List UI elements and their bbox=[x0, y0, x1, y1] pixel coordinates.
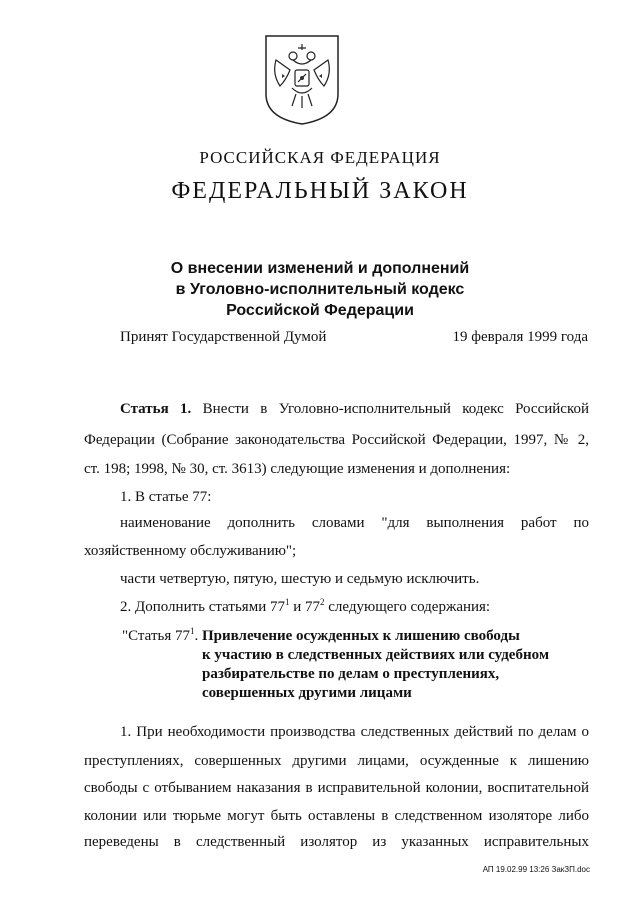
item-1-b: части четвертую, пятую, шестую и седьмую исключить. bbox=[120, 571, 480, 587]
article-1-label: Статья 1. bbox=[120, 401, 192, 417]
article-heading-text: разбирательстве по делам о преступлениях, bbox=[202, 666, 500, 682]
paragraph-line: свободы с отбыванием наказания в исправительной колонии, воспитательной bbox=[84, 780, 589, 796]
item-2-text: 2. Дополнить статьями 77 bbox=[120, 599, 285, 615]
article-1-first-line bbox=[120, 401, 589, 418]
adopted-by: Принят Государственной Думой bbox=[120, 329, 327, 345]
superscript: 1 bbox=[189, 626, 195, 636]
article-1-line: Федерации (Собрание законодательства Российской Федерации, 1997, № 2, bbox=[84, 432, 589, 448]
paragraph-line: 1. При необходимости производства следственных действий по делам о bbox=[120, 724, 589, 740]
superscript: 1 bbox=[284, 597, 290, 607]
law-title-line: Российской Федерации bbox=[226, 302, 414, 319]
paragraph-line: преступлениях, совершенных другими лицами, осужденные к лишению bbox=[84, 753, 589, 769]
law-type-heading: ФЕДЕРАЛЬНЫЙ ЗАКОН bbox=[171, 178, 469, 204]
law-title-line: О внесении изменений и дополнений bbox=[170, 260, 470, 277]
law-title-line: в Уголовно-исполнительный кодекс bbox=[175, 281, 465, 298]
article-77-1-heading bbox=[122, 622, 549, 703]
item-2 bbox=[120, 597, 625, 616]
item-1-a-line: наименование дополнить словами "для выполнения работ по bbox=[120, 515, 589, 531]
article-1-line: ст. 198; 1998, № 30, ст. 3613) следующие изменения и дополнения: bbox=[84, 461, 511, 477]
article-prefix: "Статья 77 bbox=[122, 628, 190, 644]
superscript: 2 bbox=[320, 597, 325, 607]
country-heading: РОССИЙСКАЯ ФЕДЕРАЦИЯ bbox=[199, 148, 441, 167]
item-2-text: следующего содержания: bbox=[324, 599, 491, 615]
article-heading-text: Привлечение осужденных к лишению свободы bbox=[201, 628, 520, 644]
item-1: 1. В статье 77: bbox=[120, 489, 212, 505]
article-prefix: . bbox=[194, 628, 202, 644]
item-2-text: и 77 bbox=[289, 599, 321, 615]
article-1-text: Внести в Уголовно-исполнительный кодекс Российской bbox=[202, 401, 589, 417]
law-title bbox=[0, 258, 640, 321]
file-footer: АП 19.02.99 13:26 ЗакЗП.doc bbox=[482, 865, 590, 874]
article-heading-text: к участию в следственных действиях или судебном bbox=[202, 647, 550, 663]
article-heading-text: совершенных другими лицами bbox=[202, 685, 412, 701]
paragraph-line: колонии или тюрьме могут быть оставлены в следственном изоляторе либо bbox=[84, 808, 589, 824]
russian-coat-of-arms-emblem bbox=[262, 34, 342, 126]
paragraph-line: переведены в следственный изолятор из указанных исправительных bbox=[84, 834, 589, 850]
adoption-date: 19 февраля 1999 года bbox=[452, 329, 588, 345]
adoption-line bbox=[120, 329, 588, 346]
item-1-a-line: хозяйственному обслуживанию"; bbox=[84, 543, 297, 559]
article-heading-line bbox=[122, 622, 549, 646]
